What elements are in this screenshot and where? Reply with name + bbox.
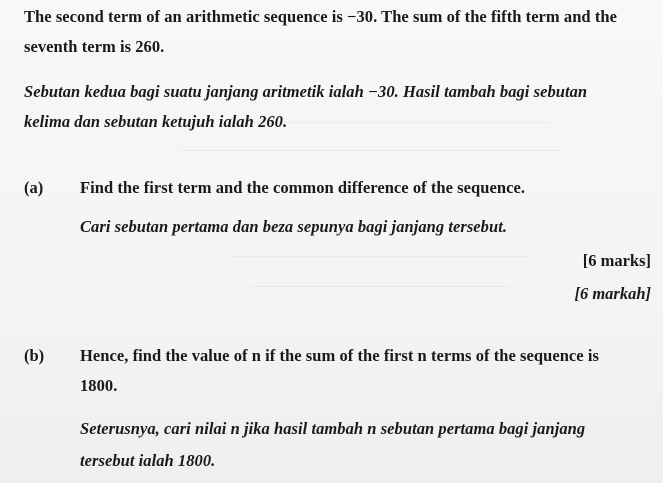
- part-b-text-ms-line2: tersebut ialah 1800.: [80, 451, 216, 470]
- question-stem-en-line1: The second term of an arithmetic sequence is −30. The sum of the fifth term and the: [24, 7, 617, 26]
- part-b-text-ms-line1: Seterusnya, cari nilai n jika hasil tambah n sebutan pertama bagi janjang: [80, 419, 586, 438]
- bleed-through-mark: [180, 150, 560, 151]
- part-a-marks-ms: [6 markah]: [574, 284, 651, 303]
- part-b-text-en-line1: Hence, find the value of n if the sum of the first n terms of the sequence is: [80, 346, 599, 365]
- question-stem-en-line2: seventh term is 260.: [24, 37, 165, 56]
- part-a-label: (a): [24, 178, 44, 197]
- part-b-text-en-line2: 1800.: [80, 376, 118, 395]
- question-stem-ms-line1: Sebutan kedua bagi suatu janjang aritmetik ialah −30. Hasil tambah bagi sebutan: [24, 82, 588, 101]
- bleed-through-mark: [250, 122, 550, 123]
- part-a-text-en: Find the first term and the common difference of the sequence.: [80, 178, 526, 197]
- part-b-label: (b): [24, 346, 45, 365]
- part-a-text-ms: Cari sebutan pertama dan beza sepunya bagi janjang tersebut.: [80, 217, 508, 236]
- question-stem-ms-line2: kelima dan sebutan ketujuh ialah 260.: [24, 112, 288, 131]
- bleed-through-mark: [230, 256, 530, 257]
- part-a-marks-en: [6 marks]: [582, 251, 651, 270]
- bleed-through-mark: [250, 286, 510, 287]
